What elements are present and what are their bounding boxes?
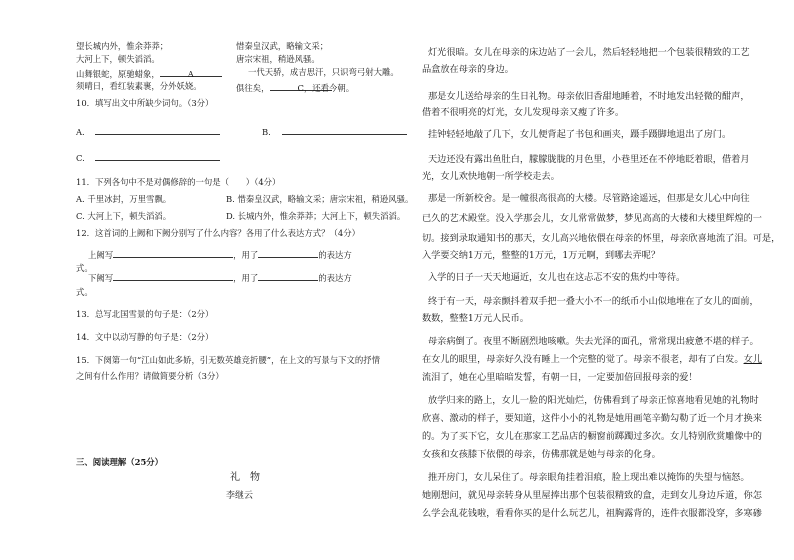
question-10: 10．填写出文中所缺少词句。（3分） xyxy=(76,98,214,108)
article-line: 切。接到录取通知书的那天，女儿高兴地依偎在母亲的怀里，母亲欣喜地流了泪。可是， xyxy=(422,233,781,244)
article-line: 品盒放在母亲的身边。 xyxy=(422,64,514,75)
q11-option-d[interactable]: D. 长城内外，惟余莽莽；大河上下，顿失滔滔。 xyxy=(226,211,406,221)
question-15-line2: 之间有什么作用？请做简要分析（3分） xyxy=(76,371,224,381)
q10-c-blank[interactable] xyxy=(95,152,220,161)
q12-text: 上阙写 xyxy=(88,250,114,260)
q10-b-blank[interactable] xyxy=(282,126,407,135)
article-line: 的。为了买下它，女儿在那家工艺品店的橱窗前踯躅过多次。女儿特别欣赏雕像中的 xyxy=(422,431,762,442)
q11-option-c[interactable]: C. 大河上下，顿失滔滔。 xyxy=(76,211,172,221)
poem-line xyxy=(236,82,354,92)
article-line: 么学会乱花钱啦，看看你买的是什么玩艺儿，祖胸露背的，连件衣服都没穿，多寒碜 xyxy=(422,508,762,519)
q10-b xyxy=(262,126,407,136)
question-14: 14．文中以动写静的句子是：（2分） xyxy=(76,332,214,342)
poem-line: 一代天骄，成吉思汗，只识弯弓射大雕。 xyxy=(248,67,399,77)
poem-line-text: 俱往矣， xyxy=(236,83,270,93)
q10-c-label: C. xyxy=(76,153,85,163)
q12-line1-end: 式。 xyxy=(76,263,93,273)
q12-blank[interactable] xyxy=(258,272,318,281)
q12-text: 的表达方 xyxy=(318,273,352,283)
article-line: 流泪了，她在心里暗暗发誓，有朝一日，一定要加倍回报母亲的爱！ xyxy=(422,372,698,383)
article-line xyxy=(422,355,762,364)
q11-option-a[interactable]: A. 千里冰封，万里雪飘。 xyxy=(76,194,172,204)
question-13: 13．总写北国雪景的句子是：（2分） xyxy=(76,309,214,319)
q11-option-b[interactable]: B. 惜秦皇汉武，略输文采；唐宗宋祖，稍逊风骚。 xyxy=(226,194,414,204)
q10-c xyxy=(76,152,220,162)
article-title: 礼 物 xyxy=(230,472,260,483)
article-line: 借着不很明亮的灯光，女儿发现母亲又瘦了许多。 xyxy=(422,107,625,118)
article-line: 挂钟轻轻地敲了几下，女儿便背起了书包和画夹，蹑手蹑脚地退出了房门。 xyxy=(428,129,732,140)
question-15-line1: 15．下阕第一句“江山如此多娇，引无数英雄竞折腰”，在上文的写景与下文的抒情 xyxy=(76,355,380,365)
poem-line: 惜秦皇汉武，略输文采； xyxy=(236,41,329,51)
poem-line-text: 山舞银蛇，原驰蜡象， xyxy=(76,69,160,79)
article-line: 那是一所新校舍。是一幢很高很高的大楼。尽管路途遥远，但那是女儿心中向往 xyxy=(428,193,750,204)
question-11: 11．下列各句中不是对偶修辞的一句是（ ）（4分） xyxy=(76,177,281,187)
article-line: 光，女儿欢快地朝一所学校走去。 xyxy=(422,171,560,182)
poem-line xyxy=(76,68,194,78)
article-line: 终于有一天，母亲颤抖着双手把一叠大小不一的纸币小山似地堆在了女儿的面前， xyxy=(428,296,759,307)
poem-line-text: ，还看今朝。 xyxy=(303,83,355,93)
article-line: 那是女儿送给母亲的生日礼物。母亲依旧香甜地睡着，不时地发出轻微的酣声， xyxy=(428,91,750,102)
q10-a-blank[interactable] xyxy=(95,126,220,135)
article-line: 欣喜、激动的样子，要知道，这件小小的礼物是她用画笔辛勤勾勒了近一个月才换来 xyxy=(422,413,762,424)
article-line: 入学要交纳1万元，整整的1万元，1万元啊，到哪去弄呢？ xyxy=(422,250,661,261)
question-12: 12．这首词的上阙和下阙分别写了什么内容？各用了什么表达方式？（4分） xyxy=(76,228,360,238)
article-line: 天边还没有露出鱼肚白，朦朦胧胧的月色里，小巷里还在不停地眨着眼，借着月 xyxy=(428,154,750,165)
q10-b-label: B. xyxy=(262,127,271,137)
q12-line1 xyxy=(88,249,352,259)
q12-text: 下阙写 xyxy=(88,273,114,283)
q10-a-label: A. xyxy=(76,127,85,137)
article-line: 灯光很暗。女儿在母亲的床边站了一会儿，然后轻轻地把一个包装很精致的工艺 xyxy=(428,47,750,58)
q12-line2 xyxy=(88,272,352,282)
blank-c-label: C xyxy=(297,83,304,93)
article-line: 推开房门，女儿呆住了。母亲眼角挂着泪痕，脸上现出难以掩饰的失望与恼怒。 xyxy=(428,472,750,483)
article-line: 数数，整整1万元人民币。 xyxy=(422,313,529,324)
article-text: 在女儿的眼里，母亲好久没有睡上一个完整的觉了。母亲不很老，却有了白发。 xyxy=(422,354,744,365)
article-line: 放学归来的路上，女儿一脸的阳光灿烂，仿佛看到了母亲正惊喜地看见她的礼物时 xyxy=(428,395,759,406)
blank-a-label: A xyxy=(187,69,194,79)
q12-line2-end: 式。 xyxy=(76,287,93,297)
article-author: 李继云 xyxy=(226,491,254,501)
q12-text: ，用了 xyxy=(233,273,259,283)
underlined-text: 女儿 xyxy=(743,354,762,365)
q12-blank[interactable] xyxy=(113,272,233,281)
article-line: 已久的艺术殿堂。没入学那会儿，女儿常常做梦，梦见高高的大楼和大楼里辉煌的一 xyxy=(422,213,762,224)
q12-blank[interactable] xyxy=(113,249,233,258)
article-line: 母亲病倒了。夜里不断剧烈地咳嗽。失去光泽的面孔，常常现出疲惫不堪的样子。 xyxy=(428,336,759,347)
q12-blank[interactable] xyxy=(258,249,318,258)
article-line: 女孩和女孩膝下依偎的母亲，仿佛那就是她与母亲的化身。 xyxy=(422,449,661,460)
article-line: 她刚想问，就见母亲转身从里屋捧出那个包装很精致的盒，走到女儿身边斥道，你怎 xyxy=(422,490,762,501)
poem-line: 大河上下，顿失滔滔。 xyxy=(76,54,160,64)
poem-line: 唐宗宋祖，稍逊风骚。 xyxy=(236,54,320,64)
q10-a xyxy=(76,126,220,136)
section-heading: 三、阅读理解（25分） xyxy=(76,457,164,467)
poem-line: 望长城内外，惟余莽莽； xyxy=(76,41,169,51)
article-line: 入学的日子一天天地逼近，女儿也在这忐忑不安的焦灼中等待。 xyxy=(428,272,686,283)
q12-text: ，用了 xyxy=(233,250,259,260)
poem-line: 须晴日，看红装素裹，分外妖娆。 xyxy=(76,81,202,91)
q12-text: 的表达方 xyxy=(318,250,352,260)
